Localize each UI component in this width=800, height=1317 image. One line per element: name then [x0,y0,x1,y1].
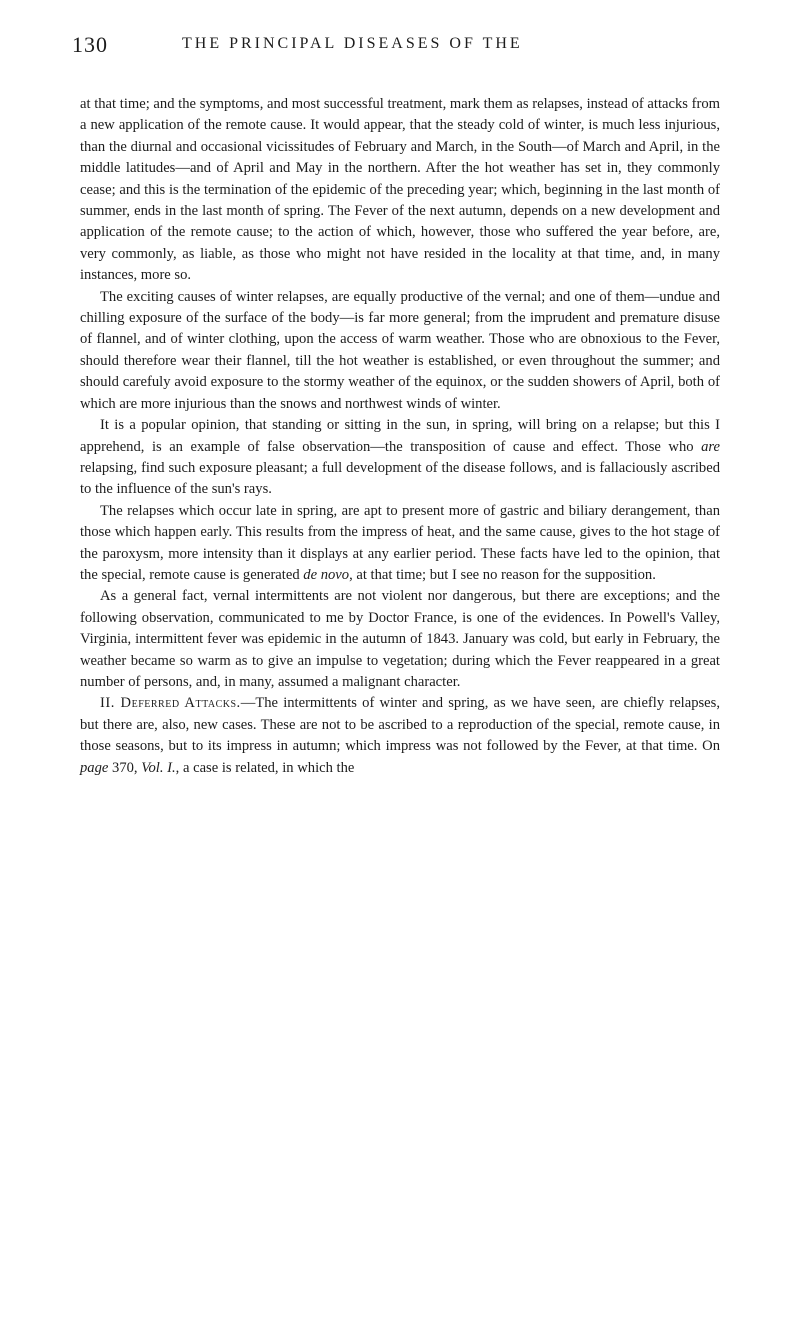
paragraph-2: The exciting causes of winter relapses, are equally productive of the vernal; and one of them—undue and chilling exposure of the surface of the body—is far more general; from the imprudent and premature disuse of flannel, and of winter clothing, upon the access of warm weather. Those who are obnoxious to the Fever, should therefore wear their flannel, till the hot weather is established, or even throughout the summer; and should carefuly avoid exposure to the stormy weather of the equinox, or the sudden showers of April, both of which are more injurious than the snows and northwest winds of winter. [80,288,720,412]
running-title: THE PRINCIPAL DISEASES OF THE [182,35,523,52]
paragraph-3-italic: are [701,438,720,455]
paragraph-6-italic-a: page [80,759,109,776]
paragraph-3 [80,415,720,501]
paragraph-6-text-b: 370, [108,759,142,776]
paragraph-3-text-a: It is a popular opinion, that standing or sitting in the sun, in spring, will bring on a relapse; but this I apprehend, is an example of false observation—the transposition of cause and effect. Those who [80,417,720,455]
page-number: 130 [72,32,108,57]
paragraph-4-text-b: , at that time; but I see no reason for the supposition. [349,566,656,583]
running-head [72,32,772,62]
paragraph-1: at that time; and the symptoms, and most successful treatment, mark them as relapses, instead of attacks from a new application of the remote cause. It would appear, that the steady cold of winter, is much less injurious, than the diurnal and occasional vicissitudes of February and March, in the South—of March and April, in the middle latitudes—and of April and May in the northern. After the hot weather has set in, they commonly cease; and this is the termination of the epidemic of the preceding year; which, beginning in the last month of summer, ends in the last month of spring. The Fever of the next autumn, depends on a new development and application of the remote cause; to the action of which, however, those who suffered the year before, are, very commonly, as liable, as those who might not have resided in the locality at that time, and, in many instances, more so. [80,96,720,284]
paragraph-4 [80,501,720,587]
paragraph-4-italic: de novo [303,566,350,583]
paragraph-6-text-c: , a case is related, in which the [175,759,355,776]
paragraph-6 [80,693,720,779]
paragraph-4-text-a: The relapses which occur late in spring, are apt to present more of gastric and biliary derangement, than those which happen early. This results from the impress of heat, and the same cause, gives to the hot stage of the paroxysm, more intensity than it displays at any earlier period. These facts have led to the opinion, that the special, remote cause is generated [80,502,720,583]
paragraph-6-italic-b: Vol. I. [141,759,176,776]
paragraph-3-text-b: relapsing, find such exposure pleasant; a full development of the disease follows, and is fallaciously ascribed to the influence of the sun's rays. [80,459,720,498]
section-heading-deferred-attacks: II. Deferred Attacks. [100,695,241,712]
paragraph-5: As a general fact, vernal intermittents are not violent nor dangerous, but there are exceptions; and the following observation, communicated to me by Doctor France, is one of the evidences. In Powell's Valley, Virginia, intermittent fever was epidemic in the autumn of 1843. January was cold, but early in February, the weather became so warm as to give an impulse to vegetation; during which the Fever reappeared in a great number of persons, and, in many, assumed a malignant character. [80,588,720,690]
body-text [80,94,720,779]
paragraph-6-text-a: —The intermittents of winter and spring, as we have seen, are chiefly relapses, but there are, also, new cases. These are not to be ascribed to a reproduction of the special, remote cause, in those seasons, but to its impress in autumn; which impress was not followed by the Fever, at that time. On [80,695,720,755]
